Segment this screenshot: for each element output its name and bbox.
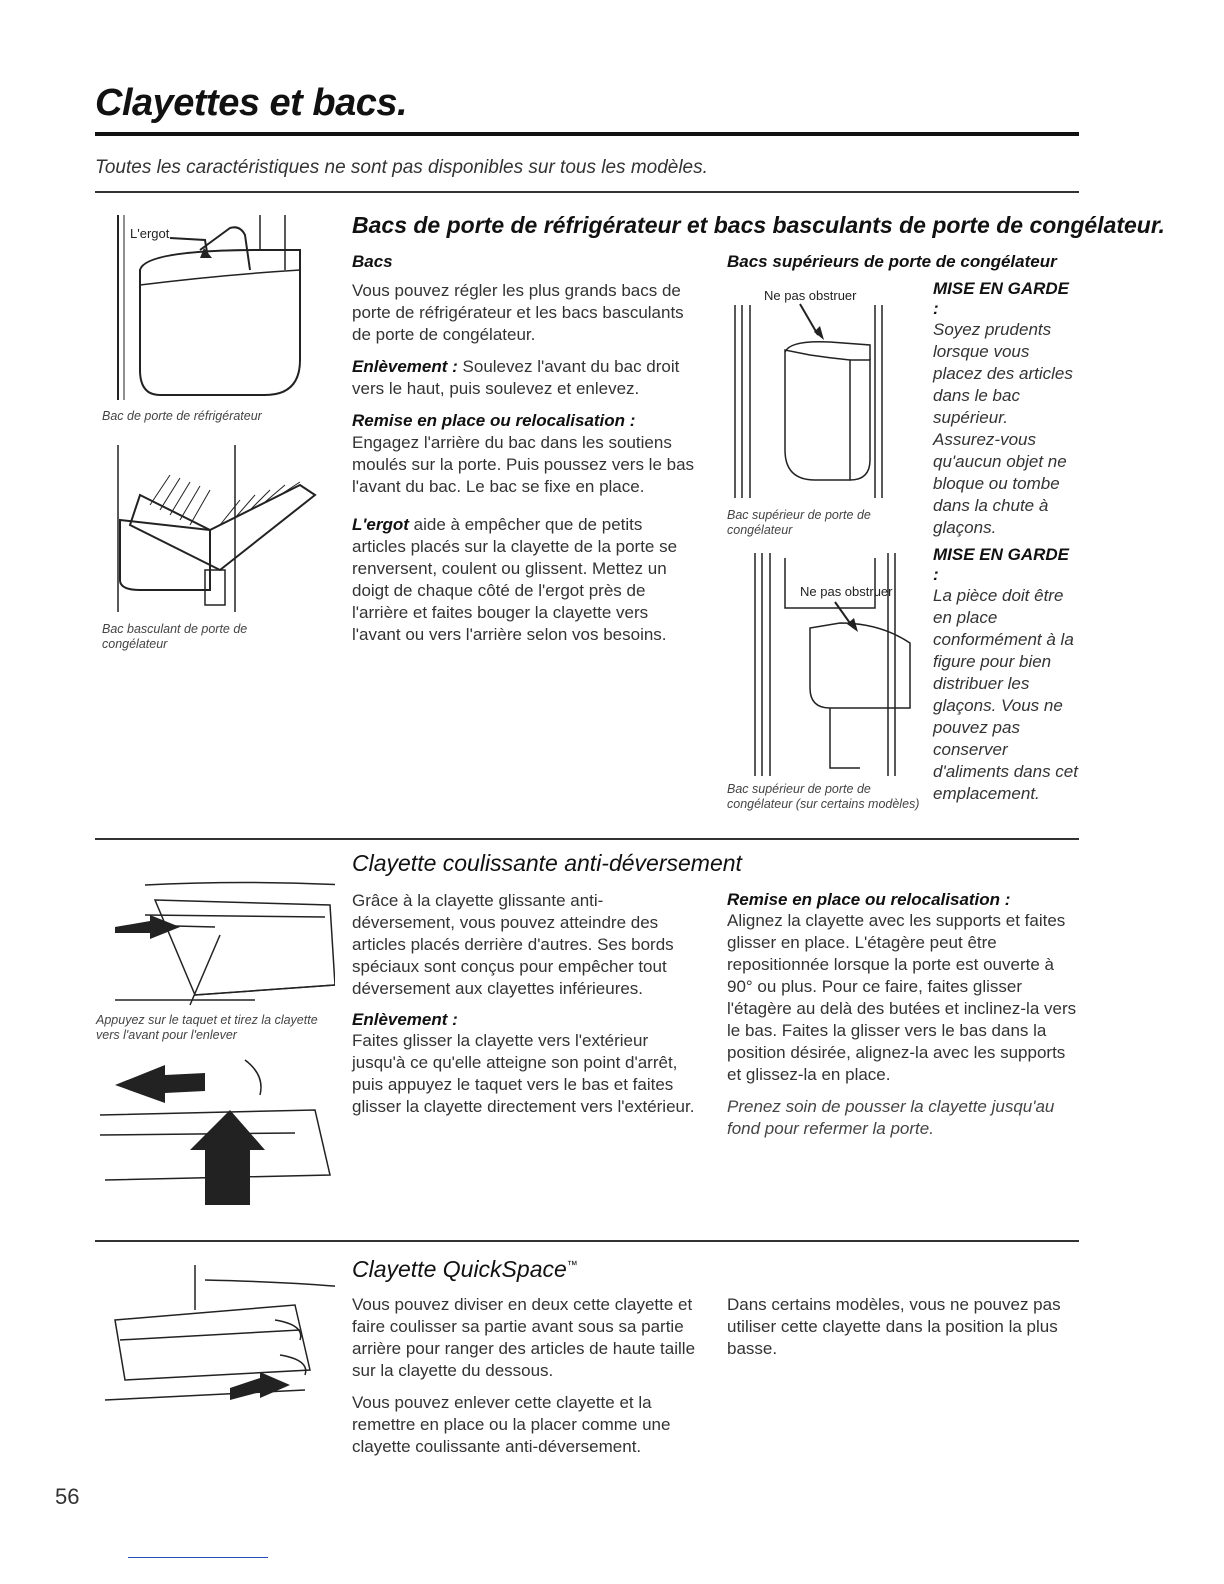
title-rule [95,132,1079,136]
section2-heading: Clayette coulissante anti-déversement [352,850,742,876]
caution1-text: Soyez prudents lorsque vous placez des articles dans le bac supérieur. Assurez-vous qu'aucun objet ne bloque ou tombe dans la chute à glaçons. [933,320,1073,537]
spill-shelf-intro: Grâce à la clayette glissante anti-déversement, vous pouvez atteindre des articles placés derrière d'autres. Ses bords spéciaux sont conçus pour empêcher tout déversement aux clayettes inférieures. [352,891,674,998]
fig2-obstruct-label: Ne pas obstruer [800,584,893,599]
spill-proof-shelf-figure [95,855,335,1010]
removal-label: Enlèvement : [352,357,458,376]
fig-left2-caption: Bac basculant de porte de congélateur [102,622,248,651]
spill-removal-heading: Enlèvement : [352,1010,458,1029]
freezer-top-bin-figure-2 [730,548,920,780]
spill-replace-heading: Remise en place ou relocalisation : [727,890,1011,909]
fig2-caption: Bac supérieur de porte de congélateur (sur certains modèles) [727,782,920,811]
bacs-heading: Bacs [352,252,393,271]
caution1 [933,279,1078,539]
section3-col1 [352,1294,704,1458]
bacs-intro: Vous pouvez régler les plus grands bacs de porte de réfrigérateur et les bacs basculants de porte de congélateur. [352,281,684,344]
page-subtitle: Toutes les caractéristiques ne sont pas disponibles sur tous les modèles. [95,157,708,178]
bacs-removal [352,356,697,400]
freezer-tilt-bin-figure [100,440,332,616]
caution2 [933,545,1078,805]
bacs-replace [352,410,697,498]
footer-link-line [128,1557,268,1558]
spill-note: Prenez soin de pousser la clayette jusqu'au fond pour refermer la porte. [727,1097,1055,1138]
section2-col1 [352,890,704,1118]
quickspace-title: Clayette QuickSpace [352,1256,567,1282]
quickspace-p2: Vous pouvez enlever cette clayette et la remettre en place ou la placer comme une clayette coulissante anti-déversement. [352,1393,671,1456]
subtitle-rule [95,191,1079,193]
refrigerator-door-bin-figure [100,210,332,406]
ergot-paragraph [352,514,697,646]
quickspace-p1: Vous pouvez diviser en deux cette clayette et faire coulisser sa partie avant sous sa partie arrière pour ranger des articles de haute taille sur la clayette du dessous. [352,1295,696,1380]
caution2-heading: MISE EN GARDE : [933,545,1070,584]
section3-heading [352,1256,578,1283]
ergot-label: L'ergot [130,226,170,241]
spill-removal-text: Faites glisser la clayette vers l'extérieur jusqu'à ce qu'elle atteigne son point d'arrêt, puis appuyez le taquet vers le bas et faites glisser la clayette directement vers l'extérieur. [352,1031,695,1116]
section1-col1 [352,252,697,656]
spill-replace-text: Alignez la clayette avec les supports et faites glisser en place. L'étagère peut être repositionnée lorsque la porte est ouverte à 90° ou plus. Pour ce faire, faites glisser l'étagère au delà des butées et inclinez-la vers le bas. Faites la glisser vers le bas dans la position désirée, alignez-la avec les supports et glissez-la en place. [727,911,1077,1084]
page-title: Clayettes et bacs. [95,82,408,124]
page-number: 56 [55,1484,80,1509]
fig1-obstruct-label: Ne pas obstruer [764,288,857,303]
replace-label: Remise en place ou relocalisation : [352,411,636,430]
spill-proof-shelf-removal-figure [95,1055,335,1210]
section3-col2 [727,1294,1079,1360]
quickspace-note: Dans certains modèles, vous ne pouvez pas utiliser cette clayette dans la position la plus basse. [727,1295,1061,1358]
section2-col2 [727,890,1079,1140]
ergot-text: aide à empêcher que de petits articles placés sur la clayette de la porte se renversent, coulent ou glissent. Mettez un doigt de chaque côté de l'ergot près de l'arrière et faites bouger la clayette vers l'avant ou vers l'arrière selon vos besoins. [352,515,678,644]
ergot-term: L'ergot [352,515,409,534]
fig1-caption: Bac supérieur de porte de congélateur [727,508,871,537]
removal-text: Soulevez l'avant du bac droit vers le haut, puis soulevez et enlevez. [352,357,680,398]
spill-shelf-caption: Appuyez sur le taquet et tirez la clayette vers l'avant pour l'enlever [96,1013,318,1042]
caution2-text: La pièce doit être en place conformément à la figure pour bien distribuer les glaçons. Vous ne pouvez pas conserver d'aliments dans cet emplacement. [933,586,1078,803]
fig-left1-caption: Bac de porte de réfrigérateur [102,409,262,423]
section1-rule [95,838,1079,840]
replace-text: Engagez l'arrière du bac dans les soutiens moulés sur la porte. Puis poussez vers le bas l'avant du bac. Le bac se fixe en place. [352,433,695,496]
freezer-top-bin-figure [730,280,925,502]
caution1-heading: MISE EN GARDE : [933,279,1070,318]
quickspace-shelf-figure [95,1260,335,1420]
section2-rule [95,1240,1079,1242]
section1-heading: Bacs de porte de réfrigérateur et bacs basculants de porte de congélateur. [352,212,1165,238]
freezer-top-bins-heading: Bacs supérieurs de porte de congélateur [727,252,1057,271]
trademark: ™ [566,1259,578,1272]
